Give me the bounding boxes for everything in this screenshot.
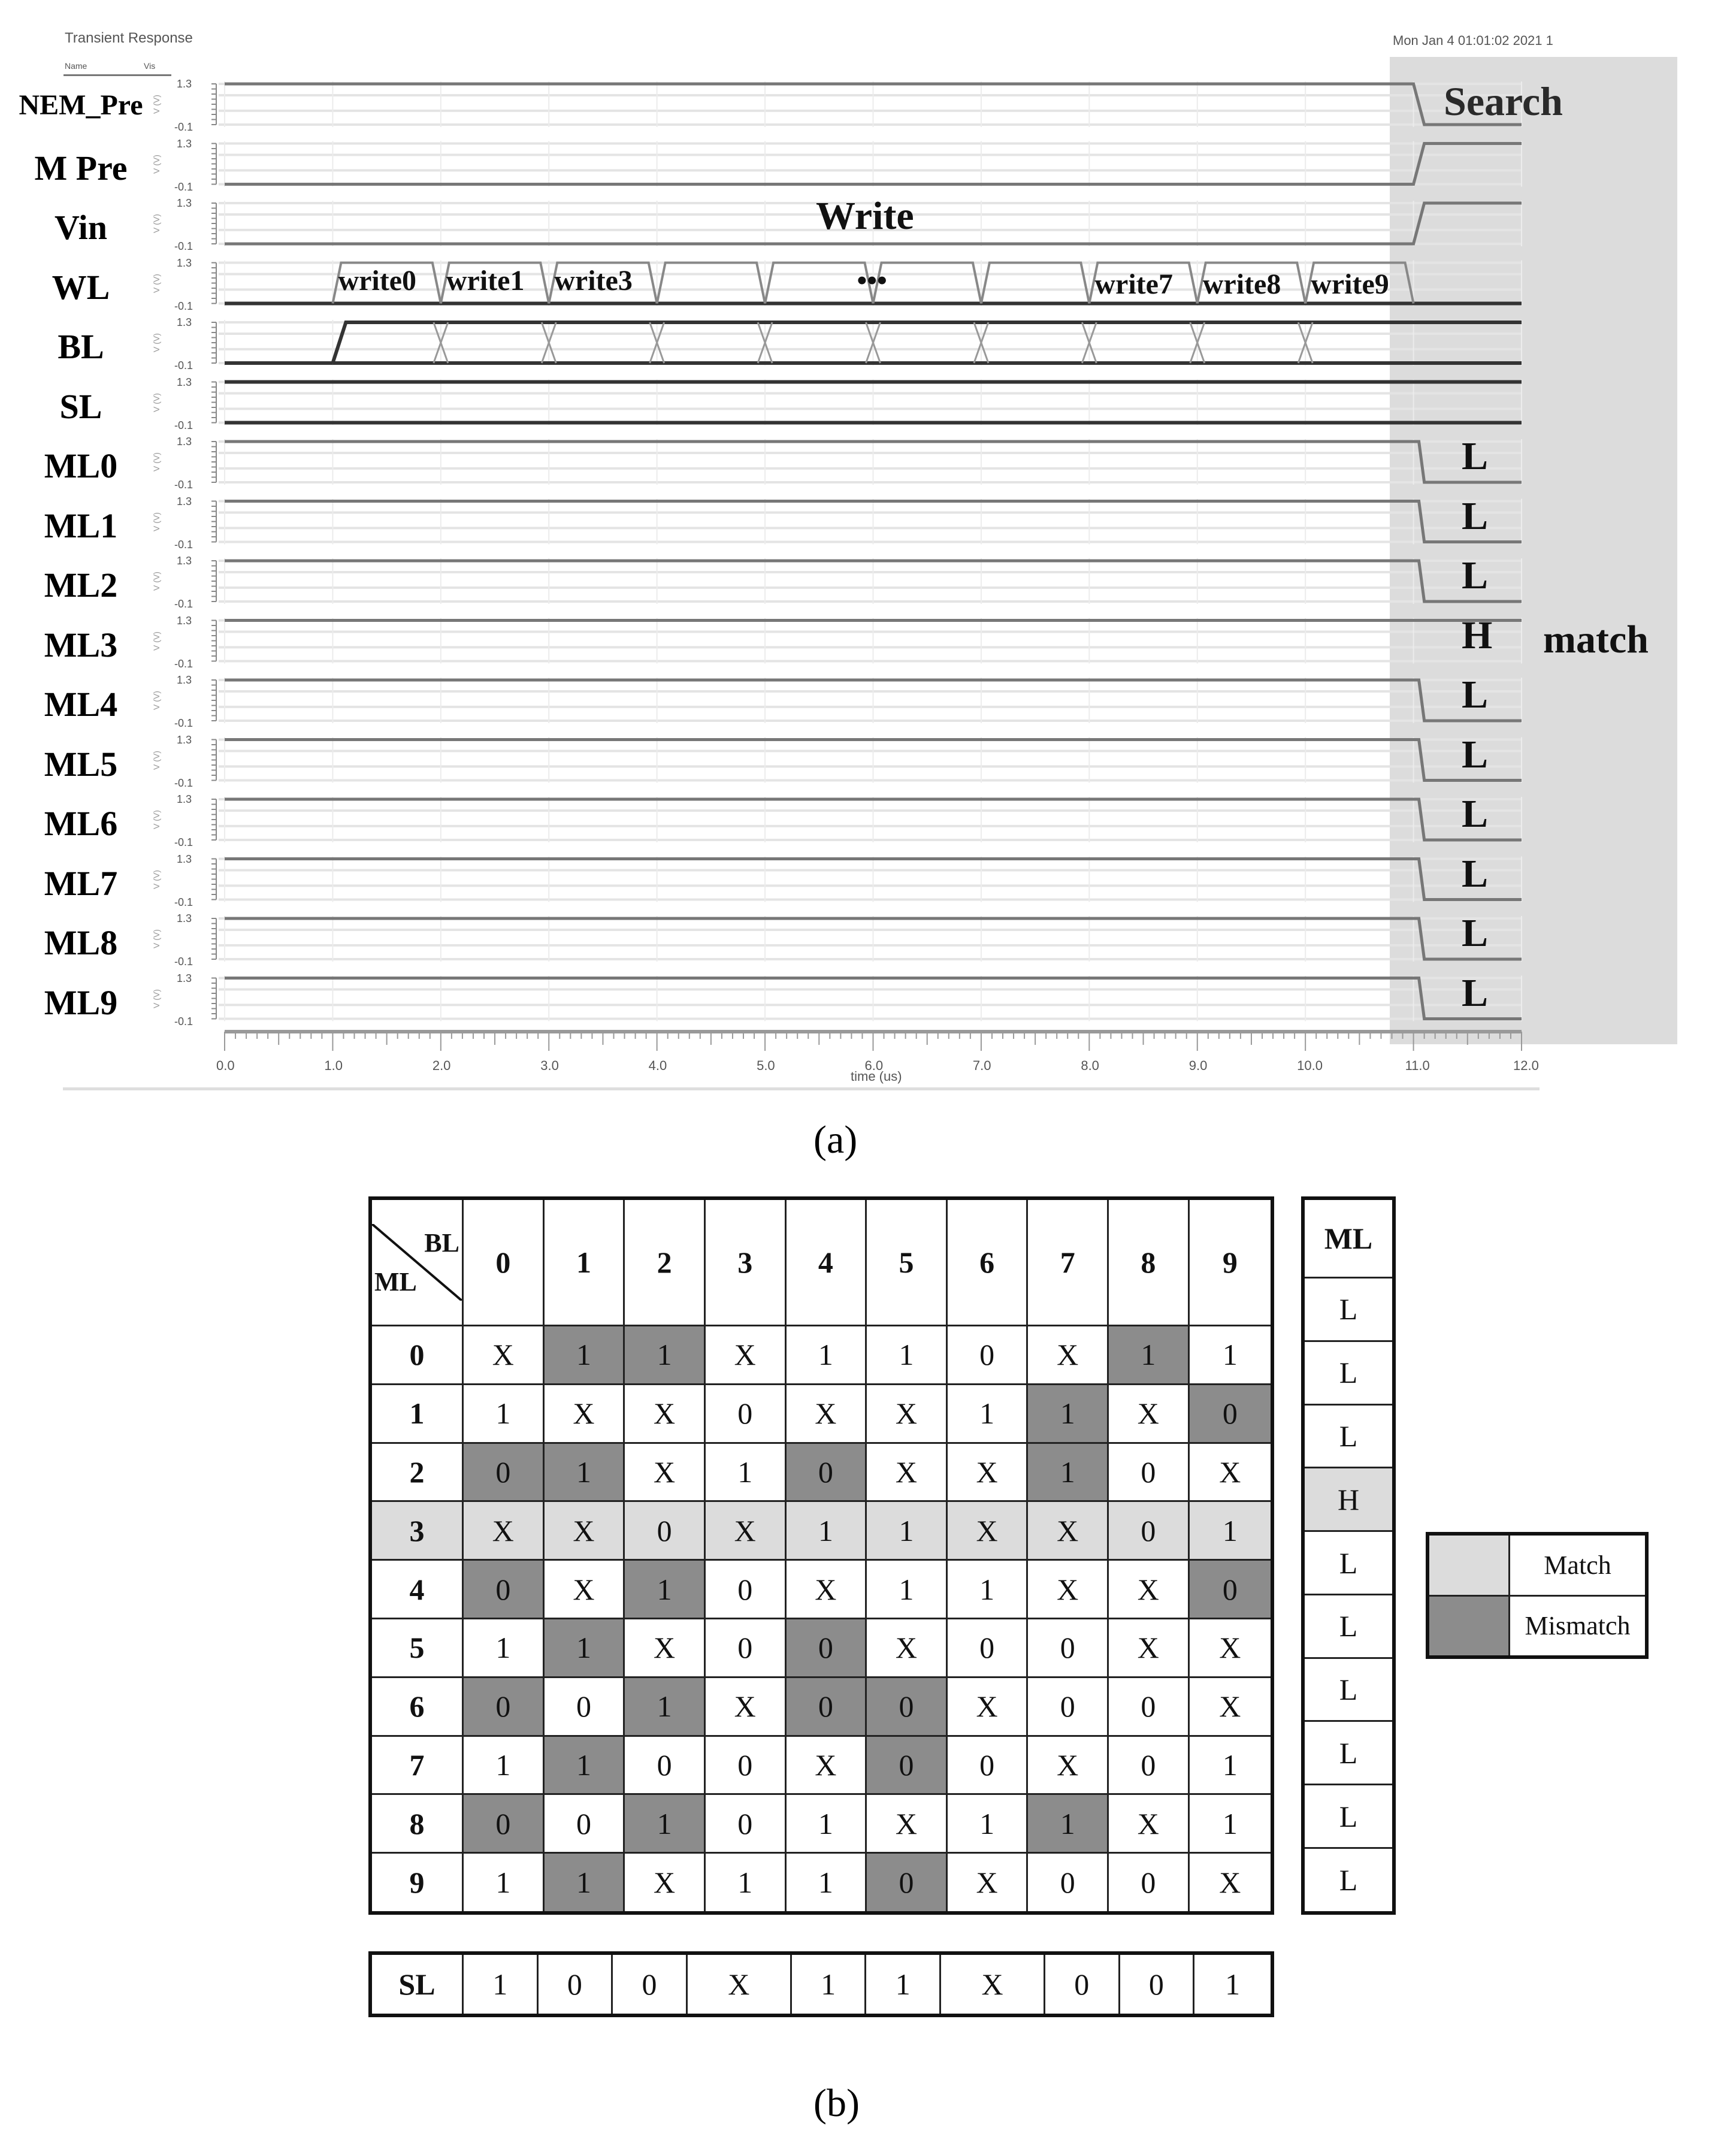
- sl-cell: 0: [537, 1953, 612, 2015]
- table-cell: 1: [624, 1560, 705, 1619]
- table-cell: 0: [704, 1619, 785, 1678]
- table-cell: 1: [624, 1677, 705, 1736]
- wl-label-write8: write8: [1202, 268, 1281, 300]
- table-cell: 1: [946, 1794, 1027, 1853]
- x-tick-label: 9.0: [1188, 1058, 1208, 1073]
- row-header-ml9: 9: [370, 1853, 463, 1913]
- table-cell: 0: [704, 1736, 785, 1794]
- ml-result-cell: L: [1303, 1848, 1394, 1913]
- truth-table: [368, 1196, 1274, 1915]
- table-cell: X: [1188, 1677, 1272, 1736]
- table-cell: 1: [704, 1853, 785, 1913]
- table-cell: X: [624, 1384, 705, 1443]
- table-cell: X: [624, 1619, 705, 1678]
- table-cell: 0: [866, 1677, 947, 1736]
- y-axis-unit: V (V): [151, 572, 161, 591]
- caption-b: (b): [813, 2081, 860, 2125]
- table-cell: 0: [866, 1736, 947, 1794]
- table-cell: 1: [785, 1325, 866, 1384]
- signal-label-ml6: ML6: [44, 804, 118, 843]
- table-cell: 1: [543, 1736, 624, 1794]
- table-cell: X: [866, 1384, 947, 1443]
- sl-row-label: SL: [370, 1953, 463, 2015]
- table-cell: X: [946, 1443, 1027, 1501]
- ml-result-cell: L: [1303, 1531, 1394, 1595]
- x-tick-label: 8.0: [1081, 1058, 1099, 1073]
- y-tick-bottom: -0.1: [174, 419, 193, 431]
- table-row: [370, 1384, 1272, 1443]
- table-cell: 0: [1108, 1853, 1189, 1913]
- table-cell: 1: [463, 1619, 544, 1678]
- table-cell: X: [946, 1853, 1027, 1913]
- y-tick-top: 1.3: [177, 495, 192, 507]
- table-cell: 0: [1027, 1853, 1108, 1913]
- row-header-ml8: 8: [370, 1794, 463, 1853]
- table-cell: 1: [1108, 1325, 1189, 1384]
- mismatch-swatch: [1427, 1595, 1510, 1657]
- column-header-bl2: 2: [624, 1198, 705, 1325]
- sl-cell: 1: [866, 1953, 940, 2015]
- ml-result-cell: L: [1303, 1658, 1394, 1721]
- table-cell: 1: [946, 1560, 1027, 1619]
- table-row: [370, 1443, 1272, 1501]
- wl-label-write0: write0: [338, 264, 417, 297]
- table-cell: 0: [463, 1794, 544, 1853]
- table-row: [370, 1853, 1272, 1913]
- y-tick-top: 1.3: [177, 555, 192, 567]
- corner-header: [370, 1198, 463, 1325]
- signal-label-m-pre: M Pre: [34, 148, 128, 188]
- sl-cell: 1: [791, 1953, 866, 2015]
- table-cell: X: [463, 1325, 544, 1384]
- row-header-ml3: 3: [370, 1501, 463, 1560]
- ml-result-5: L: [1462, 732, 1489, 776]
- ml-result-cell: L: [1303, 1785, 1394, 1848]
- column-header-bl0: 0: [463, 1198, 544, 1325]
- table-cell: 0: [1108, 1736, 1189, 1794]
- table-row: [370, 1619, 1272, 1678]
- y-tick-top: 1.3: [177, 614, 192, 627]
- sl-table: [368, 1951, 1274, 2017]
- ml-result-cell: L: [1303, 1404, 1394, 1468]
- sl-cell: 1: [1194, 1953, 1272, 2015]
- y-axis-unit: V (V): [151, 989, 161, 1008]
- y-axis-unit: V (V): [151, 929, 161, 948]
- ml-result-cell: L: [1303, 1721, 1394, 1785]
- wl-label-write1: write1: [446, 264, 525, 297]
- table-cell: 1: [785, 1501, 866, 1560]
- table-cell: 0: [704, 1384, 785, 1443]
- signal-label-ml0: ML0: [44, 446, 118, 485]
- x-tick-label: 4.0: [648, 1058, 667, 1073]
- table-cell: 1: [866, 1560, 947, 1619]
- signal-label-ml4: ML4: [44, 685, 118, 724]
- table-cell: X: [785, 1384, 866, 1443]
- y-tick-bottom: -0.1: [174, 121, 193, 133]
- table-cell: 1: [785, 1853, 866, 1913]
- x-tick-label: 1.0: [324, 1058, 343, 1073]
- y-axis-unit: V (V): [151, 95, 161, 114]
- table-cell: 1: [1188, 1325, 1272, 1384]
- table-cell: X: [866, 1794, 947, 1853]
- y-tick-bottom: -0.1: [174, 657, 193, 670]
- table-cell: 0: [463, 1443, 544, 1501]
- y-axis-unit: V (V): [151, 154, 161, 174]
- y-axis-unit: V (V): [151, 750, 161, 770]
- ml-result-2: L: [1462, 554, 1489, 597]
- table-cell: 0: [1108, 1443, 1189, 1501]
- table-cell: 0: [1108, 1677, 1189, 1736]
- signal-label-vin: Vin: [54, 208, 108, 247]
- mismatch-legend-label: Mismatch: [1510, 1595, 1647, 1657]
- column-header-bl3: 3: [704, 1198, 785, 1325]
- table-cell: X: [1188, 1619, 1272, 1678]
- table-cell: 0: [1188, 1560, 1272, 1619]
- table-cell: X: [1108, 1560, 1189, 1619]
- y-tick-bottom: -0.1: [174, 956, 193, 968]
- signal-label-ml5: ML5: [44, 744, 118, 784]
- table-cell: 1: [463, 1384, 544, 1443]
- x-axis-label: time (us): [851, 1069, 902, 1084]
- table-cell: X: [866, 1619, 947, 1678]
- ml-result-cell: H: [1303, 1468, 1394, 1531]
- x-tick-label: 7.0: [972, 1058, 991, 1073]
- column-header-bl8: 8: [1108, 1198, 1189, 1325]
- signal-label-wl: WL: [52, 267, 110, 307]
- table-cell: 1: [1188, 1794, 1272, 1853]
- table-cell: 1: [463, 1853, 544, 1913]
- y-tick-bottom: -0.1: [174, 836, 193, 848]
- x-tick-label: 12.0: [1513, 1058, 1539, 1073]
- write-phase-label: Write: [816, 194, 914, 238]
- row-header-ml0: 0: [370, 1325, 463, 1384]
- table-cell: 0: [946, 1619, 1027, 1678]
- search-phase-label: Search: [1444, 78, 1563, 124]
- table-cell: X: [1027, 1325, 1108, 1384]
- corner-ml-label: ML: [374, 1267, 417, 1296]
- y-tick-top: 1.3: [177, 197, 192, 209]
- table-cell: 1: [624, 1325, 705, 1384]
- x-tick-label: 6.0: [864, 1058, 884, 1073]
- sl-cell: 0: [612, 1953, 687, 2015]
- y-tick-top: 1.3: [177, 436, 192, 448]
- y-tick-top: 1.3: [177, 972, 192, 984]
- table-cell: 1: [543, 1325, 624, 1384]
- y-tick-bottom: -0.1: [174, 896, 193, 908]
- y-axis-unit: V (V): [151, 631, 161, 651]
- table-cell: 0: [624, 1736, 705, 1794]
- table-cell: 1: [1188, 1501, 1272, 1560]
- y-tick-top: 1.3: [177, 912, 192, 924]
- signal-label-ml7: ML7: [44, 863, 118, 903]
- table-cell: 1: [704, 1443, 785, 1501]
- table-cell: 0: [1188, 1384, 1272, 1443]
- table-cell: 0: [543, 1677, 624, 1736]
- y-axis-unit: V (V): [151, 214, 161, 233]
- table-cell: 0: [785, 1443, 866, 1501]
- y-tick-top: 1.3: [177, 733, 192, 746]
- ml-result-6: L: [1462, 792, 1489, 836]
- signal-label-nem_pre: NEM_Pre: [19, 89, 143, 121]
- table-cell: 0: [624, 1501, 705, 1560]
- app-title: Transient Response: [65, 30, 193, 46]
- timestamp: Mon Jan 4 01:01:02 2021 1: [1393, 33, 1553, 48]
- column-header-bl9: 9: [1188, 1198, 1272, 1325]
- table-cell: 0: [946, 1736, 1027, 1794]
- table-cell: X: [1027, 1501, 1108, 1560]
- legend-header-vis: Vis: [144, 61, 156, 71]
- y-axis-unit: V (V): [151, 392, 161, 412]
- table-cell: 1: [785, 1794, 866, 1853]
- table-cell: 0: [785, 1619, 866, 1678]
- signal-label-ml9: ML9: [44, 983, 118, 1022]
- column-header-bl5: 5: [866, 1198, 947, 1325]
- table-cell: 0: [785, 1677, 866, 1736]
- table-cell: 0: [463, 1677, 544, 1736]
- table-cell: 0: [1027, 1677, 1108, 1736]
- ml-result-4: L: [1462, 673, 1489, 717]
- column-header-bl6: 6: [946, 1198, 1027, 1325]
- y-axis-unit: V (V): [151, 869, 161, 889]
- row-header-ml6: 6: [370, 1677, 463, 1736]
- table-row: [370, 1736, 1272, 1794]
- table-cell: X: [1108, 1384, 1189, 1443]
- wl-label-write3: write3: [554, 264, 633, 297]
- y-tick-bottom: -0.1: [174, 1015, 193, 1027]
- y-tick-bottom: -0.1: [174, 776, 193, 789]
- y-tick-bottom: -0.1: [174, 240, 193, 252]
- row-header-ml2: 2: [370, 1443, 463, 1501]
- table-cell: 1: [866, 1501, 947, 1560]
- y-tick-top: 1.3: [177, 674, 192, 686]
- table-cell: 1: [1027, 1384, 1108, 1443]
- y-tick-top: 1.3: [177, 793, 192, 805]
- y-axis-unit: V (V): [151, 512, 161, 531]
- y-axis-unit: V (V): [151, 810, 161, 829]
- y-tick-bottom: -0.1: [174, 538, 193, 551]
- ml-result-9: L: [1462, 971, 1489, 1015]
- table-cell: X: [463, 1501, 544, 1560]
- table-row: [370, 1560, 1272, 1619]
- ml-result-8: L: [1462, 911, 1489, 955]
- table-cell: X: [624, 1443, 705, 1501]
- ellipsis-label: •••: [857, 264, 887, 297]
- scrollbar[interactable]: [63, 1087, 1540, 1090]
- x-tick-label: 0.0: [216, 1058, 235, 1073]
- table-cell: 1: [543, 1443, 624, 1501]
- y-tick-bottom: -0.1: [174, 359, 193, 371]
- legend-header-name: Name: [65, 61, 87, 71]
- table-cell: X: [785, 1560, 866, 1619]
- table-cell: 0: [1027, 1619, 1108, 1678]
- table-cell: X: [946, 1677, 1027, 1736]
- table-cell: X: [1027, 1560, 1108, 1619]
- table-cell: 0: [463, 1560, 544, 1619]
- y-axis-unit: V (V): [151, 333, 161, 352]
- table-cell: 1: [866, 1325, 947, 1384]
- table-cell: X: [624, 1853, 705, 1913]
- sl-cell: X: [686, 1953, 791, 2015]
- signal-label-sl: SL: [59, 386, 102, 426]
- sl-cell: 0: [1119, 1953, 1194, 2015]
- ml-result-3: H: [1462, 613, 1493, 657]
- table-cell: X: [1027, 1736, 1108, 1794]
- table-cell: X: [1188, 1443, 1272, 1501]
- sl-cell: X: [940, 1953, 1044, 2015]
- table-cell: X: [543, 1501, 624, 1560]
- table-row: [370, 1794, 1272, 1853]
- table-cell: X: [1108, 1794, 1189, 1853]
- ml-result-7: L: [1462, 851, 1489, 896]
- x-tick-label: 5.0: [757, 1058, 775, 1073]
- y-axis-unit: V (V): [151, 452, 161, 471]
- table-cell: 1: [463, 1736, 544, 1794]
- y-tick-bottom: -0.1: [174, 598, 193, 610]
- table-cell: X: [1108, 1619, 1189, 1678]
- column-header-bl1: 1: [543, 1198, 624, 1325]
- table-row: [370, 1677, 1272, 1736]
- wl-label-write9: write9: [1311, 268, 1389, 300]
- sl-cell: 0: [1045, 1953, 1120, 2015]
- row-header-ml4: 4: [370, 1560, 463, 1619]
- column-header-bl4: 4: [785, 1198, 866, 1325]
- ml-result-cell: L: [1303, 1278, 1394, 1341]
- y-axis-unit: V (V): [151, 273, 161, 293]
- table-cell: X: [866, 1443, 947, 1501]
- ml-column-header: ML: [1303, 1198, 1394, 1278]
- y-tick-top: 1.3: [177, 316, 192, 328]
- row-header-ml5: 5: [370, 1619, 463, 1678]
- table-cell: 0: [946, 1325, 1027, 1384]
- table-cell: 1: [946, 1384, 1027, 1443]
- match-legend-label: Match: [1510, 1534, 1647, 1595]
- match-swatch: [1427, 1534, 1510, 1595]
- signal-label-ml2: ML2: [44, 566, 118, 605]
- table-cell: X: [543, 1384, 624, 1443]
- table-row: [370, 1501, 1272, 1560]
- signal-label-bl: BL: [58, 327, 104, 366]
- ml-result-cell: L: [1303, 1341, 1394, 1404]
- y-tick-top: 1.3: [177, 78, 192, 90]
- x-tick-label: 10.0: [1297, 1058, 1323, 1073]
- table-row: [370, 1325, 1272, 1384]
- row-header-ml1: 1: [370, 1384, 463, 1443]
- table-cell: 1: [1027, 1443, 1108, 1501]
- table-cell: 0: [866, 1853, 947, 1913]
- caption-a: (a): [813, 1118, 858, 1162]
- table-cell: 0: [704, 1794, 785, 1853]
- x-tick-label: 11.0: [1405, 1058, 1430, 1073]
- y-tick-bottom: -0.1: [174, 479, 193, 491]
- x-tick-label: 3.0: [540, 1058, 559, 1073]
- table-cell: 1: [543, 1853, 624, 1913]
- ml-result-1: L: [1462, 494, 1489, 538]
- table-cell: 0: [704, 1560, 785, 1619]
- signal-label-ml3: ML3: [44, 625, 118, 664]
- signal-label-ml1: ML1: [44, 506, 118, 545]
- signal-label-ml8: ML8: [44, 923, 118, 962]
- y-tick-top: 1.3: [177, 137, 192, 150]
- y-tick-bottom: -0.1: [174, 717, 193, 729]
- table-cell: 1: [1188, 1736, 1272, 1794]
- y-tick-bottom: -0.1: [174, 300, 193, 312]
- ml-result-cell: L: [1303, 1594, 1394, 1658]
- x-tick-label: 2.0: [432, 1058, 451, 1073]
- y-tick-top: 1.3: [177, 256, 192, 269]
- table-cell: 1: [624, 1794, 705, 1853]
- table-cell: 0: [1108, 1501, 1189, 1560]
- table-cell: X: [704, 1677, 785, 1736]
- y-axis-unit: V (V): [151, 691, 161, 710]
- y-tick-bottom: -0.1: [174, 180, 193, 193]
- y-tick-top: 1.3: [177, 853, 192, 865]
- table-cell: X: [704, 1325, 785, 1384]
- y-tick-top: 1.3: [177, 376, 192, 388]
- table-cell: 1: [1027, 1794, 1108, 1853]
- legend: [1426, 1532, 1649, 1659]
- column-header-bl7: 7: [1027, 1198, 1108, 1325]
- sl-cell: 1: [463, 1953, 538, 2015]
- table-cell: X: [946, 1501, 1027, 1560]
- table-cell: X: [785, 1736, 866, 1794]
- table-cell: X: [704, 1501, 785, 1560]
- corner-bl-label: BL: [424, 1228, 459, 1258]
- table-cell: X: [1188, 1853, 1272, 1913]
- table-cell: X: [543, 1560, 624, 1619]
- row-header-ml7: 7: [370, 1736, 463, 1794]
- table-cell: 1: [543, 1619, 624, 1678]
- table-cell: 0: [543, 1794, 624, 1853]
- ml-result-0: L: [1462, 434, 1489, 478]
- wl-label-write7: write7: [1094, 268, 1173, 300]
- match-label: match: [1543, 618, 1649, 661]
- ml-result-table: [1301, 1196, 1396, 1915]
